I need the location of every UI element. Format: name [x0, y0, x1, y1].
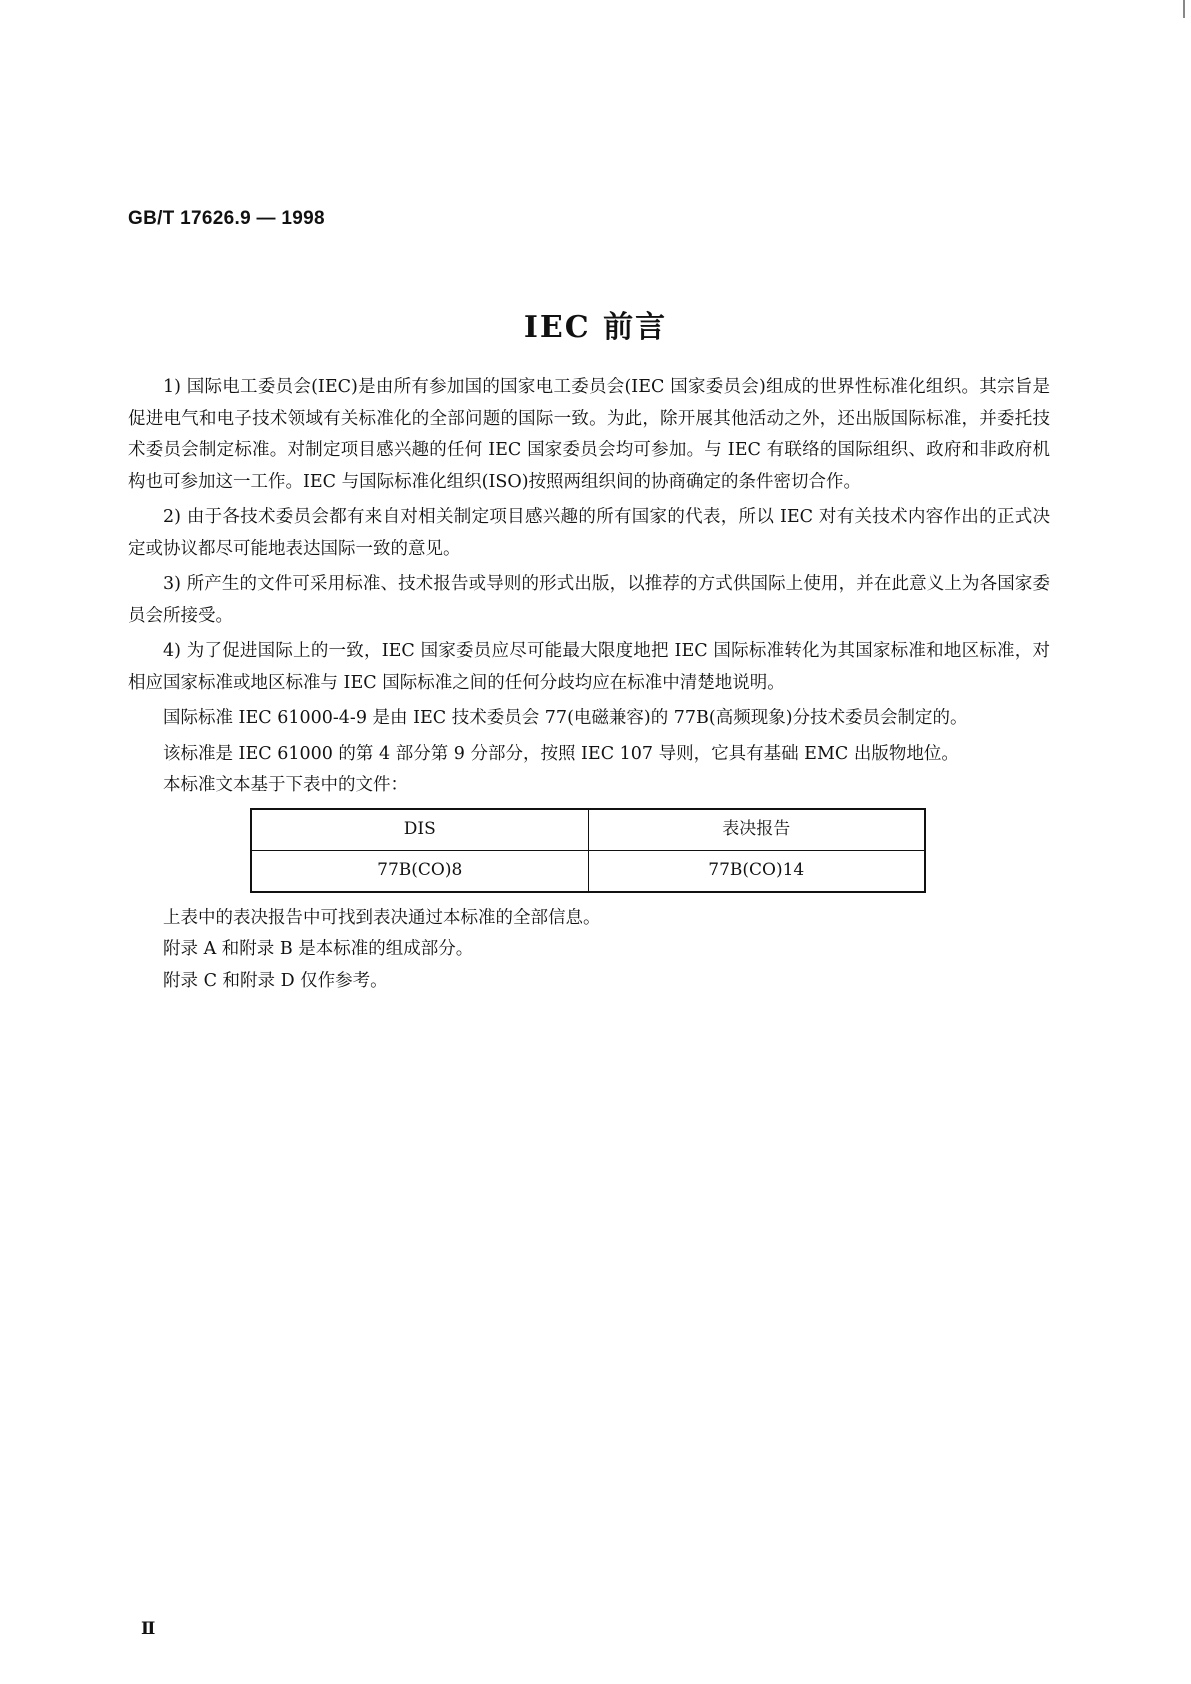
paragraph-3: 3) 所产生的文件可采用标准、技术报告或导则的形式出版，以推荐的方式供国际上使用，并在此意义上为各国家委员会所接受。 [128, 574, 1050, 626]
paragraph-4: 4) 为了促进国际上的一致，IEC 国家委员应尽可能最大限度地把 IEC 国际标准转化为其国家标准和地区标准，对相应国家标准或地区标准与 IEC 国际标准之间的任何分歧均应在标准中清楚地说明。 [128, 641, 1050, 693]
table-header-cell: DIS [251, 809, 588, 851]
paragraph-7: 本标准文本基于下表中的文件： [163, 775, 408, 795]
standard-number: GB/T 17626.9 — 1998 [128, 208, 325, 229]
document-body [128, 372, 1050, 997]
paragraph-1: 1) 国际电工委员会(IEC)是由所有参加国的国家电工委员会(IEC 国家委员会)组成的世界性标准化组织。其宗旨是促进电气和电子技术领域有关标准化的全部问题的国际一致。为此，除开展其他活动之外，还出版国际标准，并委托技术委员会制定标准。对制定项目感兴趣的任何 IEC 国家委员会均可参加。与 IEC 有联络的国际组织、政府和非政府机构也可参加这一工作。IEC 与国际标准化组织(ISO)按照两组织间的协商确定的条件密切合作。 [128, 377, 1050, 492]
paragraph-5: 国际标准 IEC 61000-4-9 是由 IEC 技术委员会 77(电磁兼容)的 77B(高频现象)分技术委员会制定的。 [163, 708, 968, 728]
paragraph-2: 2) 由于各技术委员会都有来自对相关制定项目感兴趣的所有国家的代表，所以 IEC 对有关技术内容作出的正式决定或协议都尽可能地表达国际一致的意见。 [128, 507, 1050, 559]
documents-table [250, 808, 926, 893]
note-vote-info: 上表中的表决报告中可找到表决通过本标准的全部信息。 [163, 907, 601, 928]
table-row [251, 850, 925, 892]
paragraph-6: 该标准是 IEC 61000 的第 4 部分第 9 分部分，按照 IEC 107 导则，它具有基础 EMC 出版物地位。 [163, 743, 959, 764]
scan-edge-mark [1183, 0, 1185, 18]
table-cell: 77B(CO)8 [251, 850, 588, 892]
note-normative-annexes: 附录 A 和附录 B 是本标准的组成部分。 [163, 939, 474, 959]
note-informative-annexes: 附录 C 和附录 D 仅作参考。 [163, 970, 388, 991]
table-header-cell: 表决报告 [588, 809, 925, 851]
page-title: IEC 前言 [523, 310, 668, 345]
page-number: Ⅱ [141, 1619, 156, 1638]
table-header-row [251, 809, 925, 851]
table-cell: 77B(CO)14 [588, 850, 925, 892]
